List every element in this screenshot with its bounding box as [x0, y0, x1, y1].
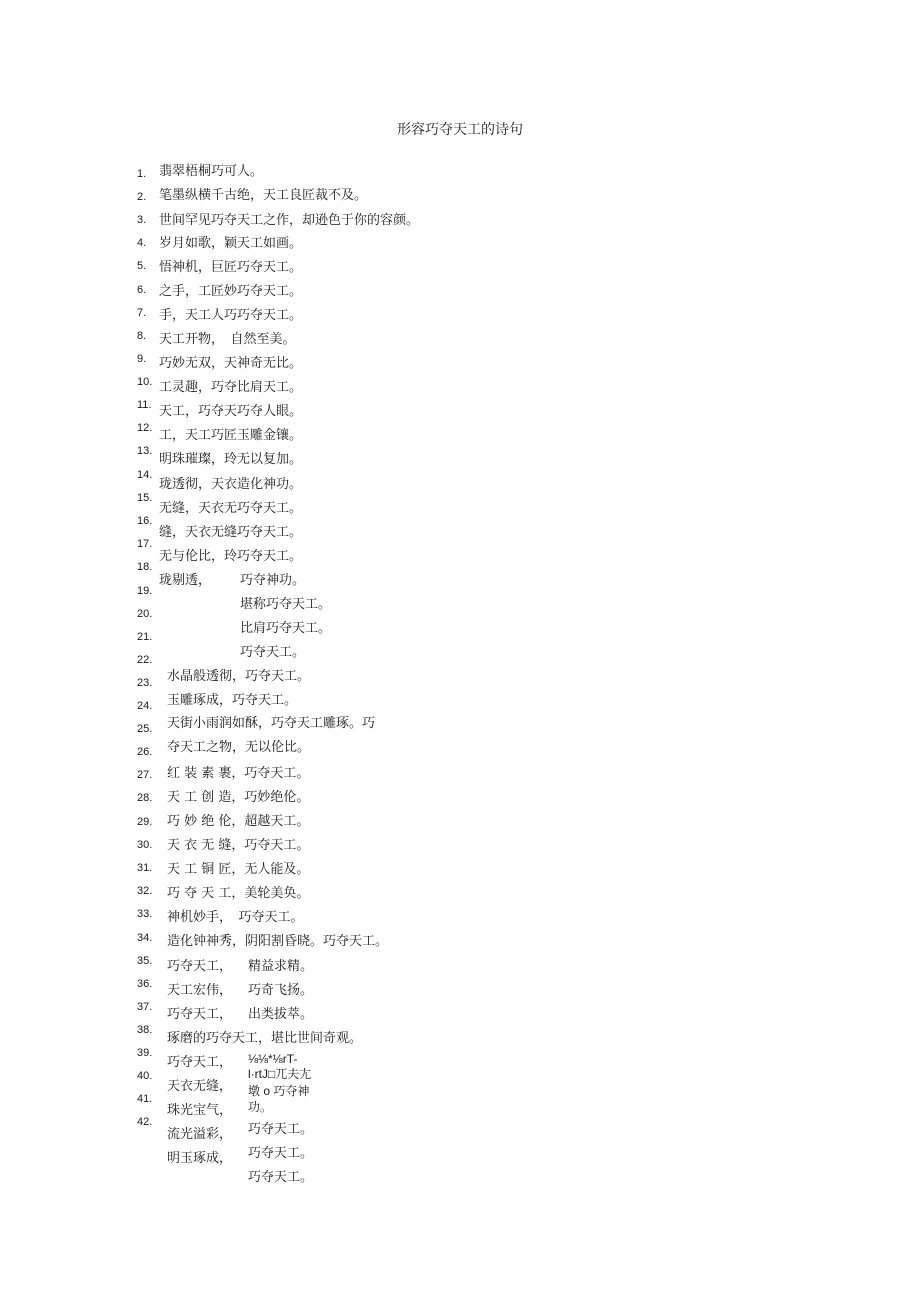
poem-line: 珠光宝气， — [167, 1103, 233, 1118]
poem-line: 手，天工人巧巧夺天工。 — [159, 308, 303, 323]
poem-line: 明珠璀璨，玲无以复加。 — [159, 452, 303, 467]
poem-line: 玉雕琢成，巧夺天工。 — [167, 693, 298, 708]
poem-line: 天工，巧夺天巧夺人眼。 — [159, 404, 303, 419]
poem-line: 巧夺神功。 — [240, 573, 306, 588]
poem-line: 工灵趣，巧夺比肩天工。 — [159, 380, 303, 395]
list-number: 41. — [137, 1093, 153, 1105]
poem-line: 天衣无缝， — [167, 1079, 233, 1094]
poem-line: 天街小雨润如酥，巧夺天工雕琢。巧 — [167, 716, 376, 731]
list-number: 30. — [137, 839, 153, 851]
poem-line: 无缝，天衣无巧夺天工。 — [159, 501, 303, 516]
list-number: 4. — [137, 237, 147, 249]
list-number: 39. — [137, 1047, 153, 1059]
poem-line: 水晶般透彻，巧夺天工。 — [167, 669, 311, 684]
list-number: 33. — [137, 908, 153, 920]
list-number: 37. — [137, 1001, 153, 1013]
poem-line: 巧夺天工。 — [248, 1170, 314, 1185]
poem-line: 巧夺天工。 — [248, 1122, 314, 1137]
poem-line: 明玉琢成， — [167, 1151, 233, 1166]
list-number: 1. — [137, 168, 147, 180]
poem-line: 巧夺天工。 — [240, 645, 306, 660]
poem-line: 天 衣 无 缝，巧夺天工。 — [167, 838, 310, 853]
poem-line: 巧妙无双，天神奇无比。 — [159, 356, 303, 371]
list-number: 29. — [137, 816, 153, 828]
poem-line: 巧 夺 天 工，美轮美奂。 — [167, 886, 310, 901]
list-number: 28. — [137, 792, 153, 804]
poem-line: 之手，工匠妙巧夺天工。 — [159, 284, 303, 299]
garbled-text: 功。 — [248, 1100, 273, 1114]
list-number: 40. — [137, 1070, 153, 1082]
poem-line: 岁月如歌，颖天工如画。 — [159, 236, 303, 251]
garbled-text: 墩 o 巧夺神 — [248, 1084, 310, 1098]
poem-line: 巧夺天工， — [167, 1007, 233, 1022]
poem-line: 悟神机，巨匠巧夺天工。 — [159, 260, 303, 275]
poem-line: 巧夺天工， — [167, 959, 233, 974]
list-number: 2. — [137, 191, 147, 203]
poem-line: 天工开物， 自然至美。 — [159, 332, 296, 347]
poem-line: 夺天工之物，无以伦比。 — [167, 740, 311, 755]
poem-line: 翡翠梧桐巧可人。 — [159, 164, 264, 179]
garbled-text: l·rtJ□兀夫尢 — [248, 1067, 312, 1081]
poem-line: 巧夺天工， — [167, 1055, 233, 1070]
poem-line: 巧夺天工。 — [248, 1146, 314, 1161]
list-number: 16. — [137, 515, 153, 527]
list-number: 6. — [137, 284, 147, 296]
poem-line: 珑透彻，天衣造化神功。 — [159, 477, 303, 492]
poem-line: 琢磨的巧夺天工，堪比世间奇观。 — [167, 1031, 363, 1046]
list-number: 36. — [137, 978, 153, 990]
poem-line: 神机妙手， 巧夺天工。 — [167, 910, 304, 925]
list-number: 23. — [137, 677, 153, 689]
poem-line: 笔墨纵横千古绝，天工良匠裁不及。 — [159, 188, 368, 203]
list-number: 21. — [137, 631, 153, 643]
list-number: 19. — [137, 585, 153, 597]
list-number: 3. — [137, 214, 147, 226]
poem-line: 天工宏伟， — [167, 983, 233, 998]
list-number: 26. — [137, 746, 153, 758]
poem-line: 天 工 铜 匠，无人能及。 — [167, 862, 310, 877]
list-number: 12. — [137, 422, 153, 434]
poem-line: 比肩巧夺天工。 — [240, 621, 332, 636]
list-number: 13. — [137, 445, 153, 457]
list-number: 38. — [137, 1024, 153, 1036]
list-number: 34. — [137, 932, 153, 944]
page-title: 形容巧夺天工的诗句 — [397, 122, 523, 138]
list-number: 14. — [137, 469, 153, 481]
poem-line: 堪称巧夺天工。 — [240, 597, 332, 612]
list-number: 20. — [137, 608, 153, 620]
poem-line: 造化钟神秀，阴阳割昏晓。巧夺天工。 — [167, 934, 389, 949]
poem-line: 世间罕见巧夺天工之作，却逊色于你的容颜。 — [159, 213, 420, 228]
garbled-text: ⅛⅛*⅛rT- — [248, 1052, 298, 1066]
poem-line: 精益求精。 — [248, 959, 314, 974]
poem-line: 缝，天衣无缝巧夺天工。 — [159, 525, 303, 540]
list-number: 8. — [137, 330, 147, 342]
list-number: 5. — [137, 260, 147, 272]
list-number: 22. — [137, 654, 153, 666]
list-number: 17. — [137, 538, 153, 550]
list-number: 31. — [137, 862, 153, 874]
list-number: 35. — [137, 955, 153, 967]
list-number: 9. — [137, 353, 147, 365]
poem-line: 红 装 素 裹，巧夺天工。 — [167, 766, 310, 781]
poem-line: 出类拔萃。 — [248, 1007, 314, 1022]
poem-line: 珑剔透， — [159, 573, 212, 588]
list-number: 24. — [137, 700, 153, 712]
list-number: 32. — [137, 885, 153, 897]
list-number: 15. — [137, 492, 153, 504]
poem-line: 无与伦比，玲巧夺天工。 — [159, 549, 303, 564]
poem-line: 巧奇飞扬。 — [248, 983, 314, 998]
list-number: 11. — [137, 399, 152, 411]
list-number: 42. — [137, 1116, 153, 1128]
poem-line: 流光溢彩， — [167, 1127, 233, 1142]
poem-line: 天 工 创 造，巧妙绝伦。 — [167, 790, 310, 805]
list-number: 27. — [137, 769, 153, 781]
poem-line: 巧 妙 绝 伦，超越天工。 — [167, 814, 310, 829]
list-number: 10. — [137, 376, 153, 388]
list-number: 25. — [137, 723, 153, 735]
list-number: 7. — [137, 307, 147, 319]
list-number: 18. — [137, 561, 153, 573]
poem-line: 工，天工巧匠玉雕金镶。 — [159, 428, 303, 443]
